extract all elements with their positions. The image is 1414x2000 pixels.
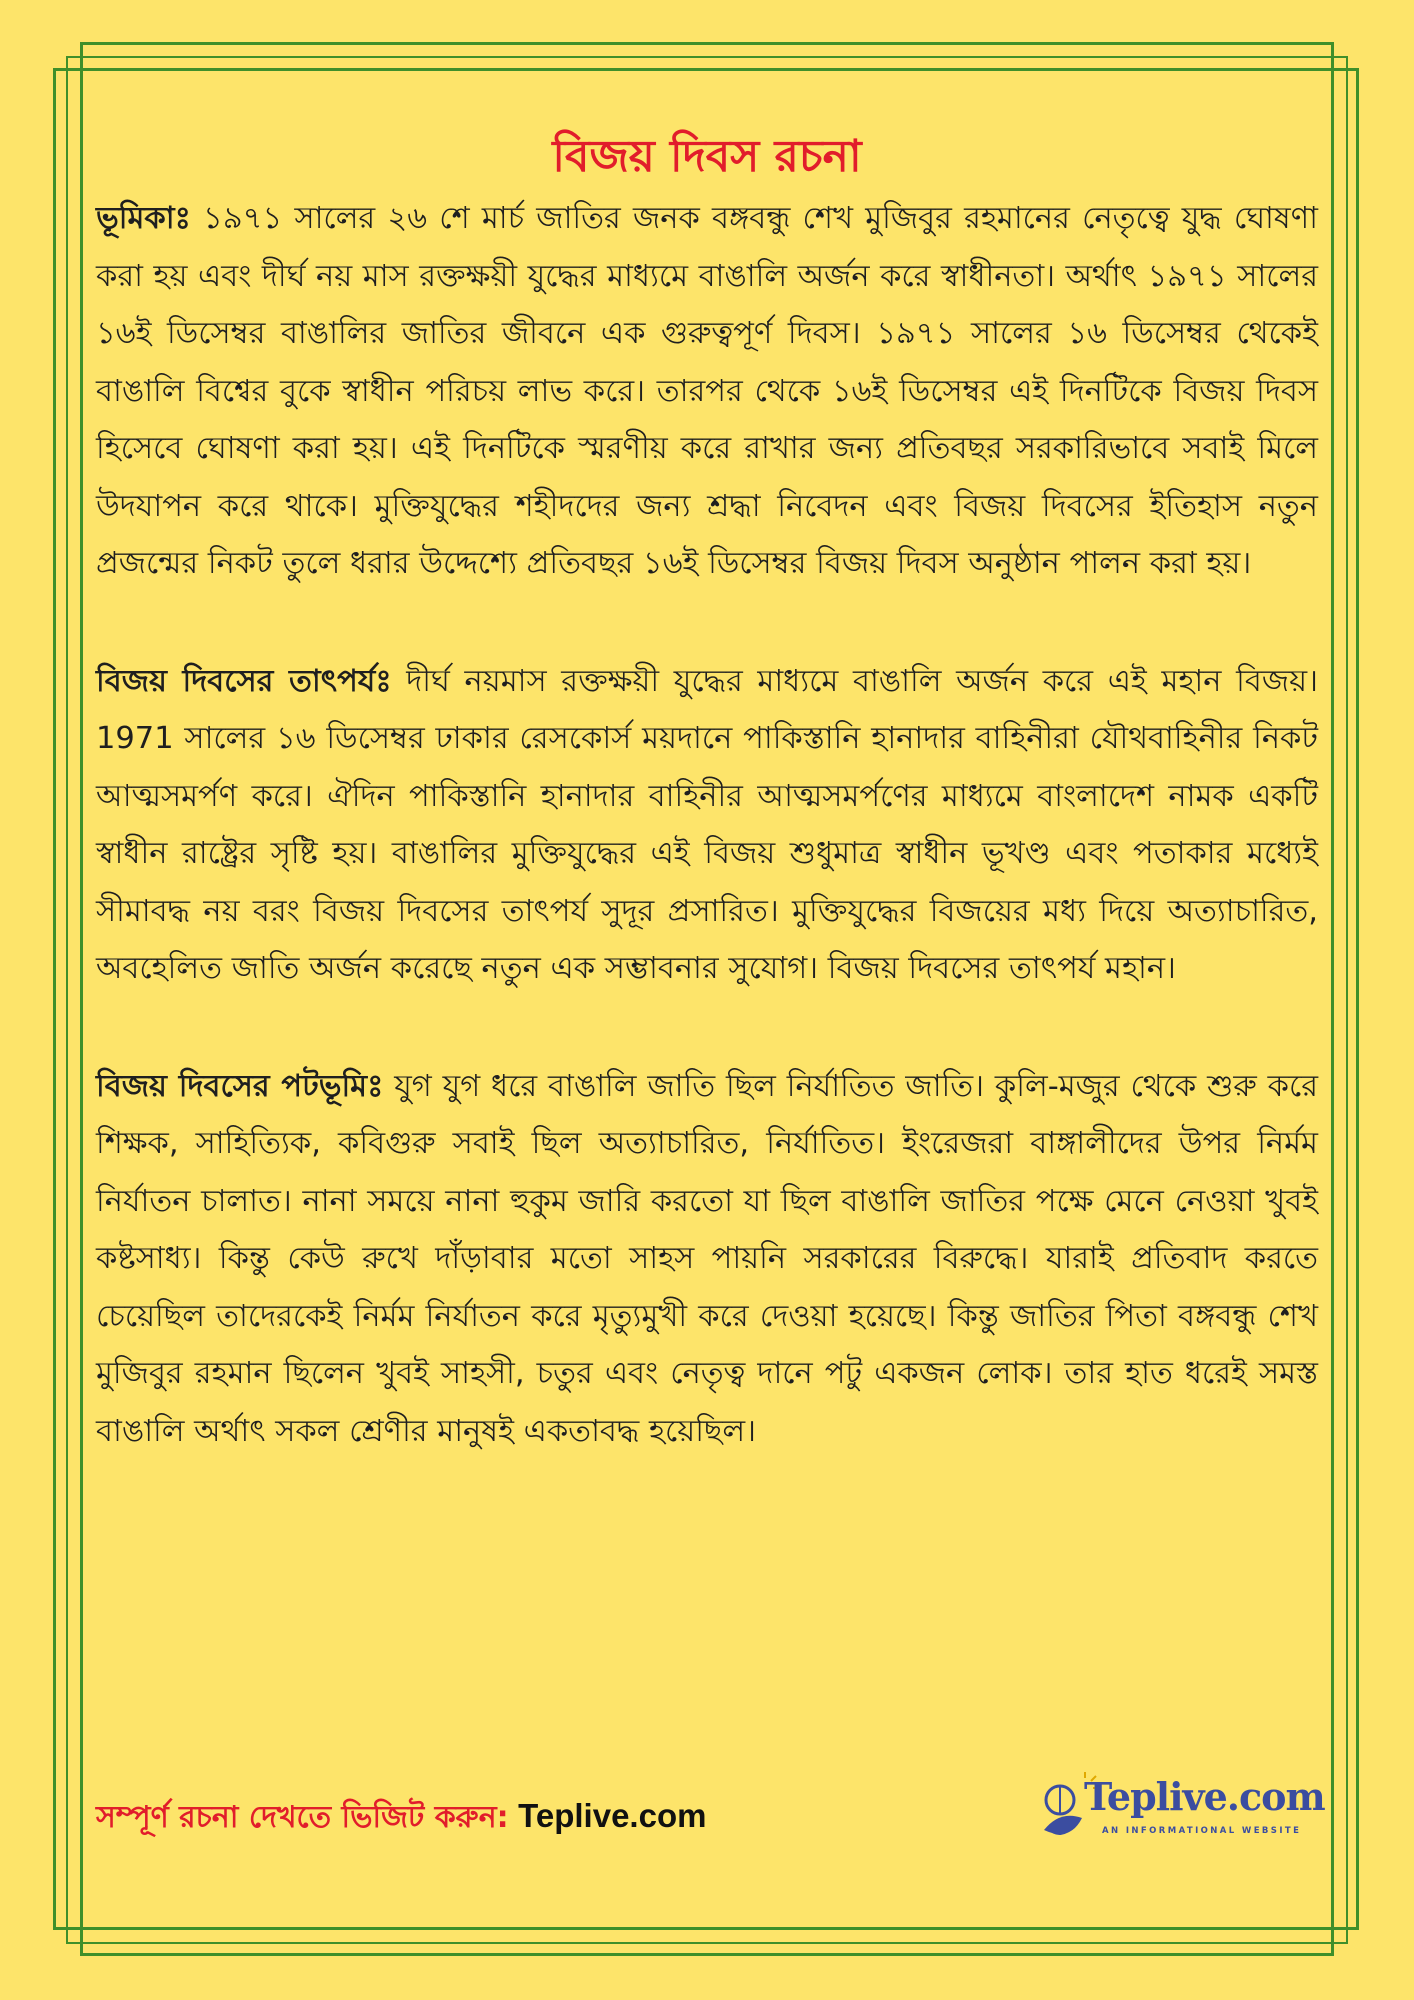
section-body: যুগ যুগ ধরে বাঙালি জাতি ছিল নির্যাতিত জাতি। কুলি-মজুর থেকে শুরু করে শিক্ষক, সাহিত্যিক, কবিগুরু সবাই ছিল অত্যাচারিত, নির্যাতিত। ইংরেজরা বাঙ্গালীদের উপর নির্মম নির্যাতন চালাত। নানা সময়ে নানা হুকুম জারি করতো যা ছিল বাঙালি জাতির পক্ষে মেনে নেওয়া খুবই কষ্টসাধ্য। কিন্তু কেউ রুখে দাঁড়াবার মতো সাহস পায়নি সরকারের বিরুদ্ধে। যারাই প্রতিবাদ করতে চেয়েছিল তাদেরকেই নির্মম নির্যাতন করে মৃত্যুমুখী করে দেওয়া হয়েছে। কিন্তু জাতির পিতা বঙ্গবন্ধু শেখ মুজিবুর রহমান ছিলেন খুবই সাহসী, চতুর এবং নেতৃত্ব দানে পটু একজন লোক। তার হাত ধরেই সমস্ত বাঙালি অর্থাৎ সকল শ্রেণীর মানুষই একতাবদ্ধ হয়েছিল।: [96, 1068, 1318, 1449]
section-background: [96, 1058, 1318, 1461]
section-introduction: [96, 190, 1318, 593]
section-body: দীর্ঘ নয়মাস রক্তক্ষয়ী যুদ্ধের মাধ্যমে বাঙালি অর্জন করে এই মহান বিজয়। 1971 সালের ১৬ ডিসেম্বর ঢাকার রেসকোর্স ময়দানে পাকিস্তানি হানাদার বাহিনীরা যৌথবাহিনীর নিকট আত্মসমর্পণ করে। ঐদিন পাকিস্তানি হানাদার বাহিনীর আত্মসমর্পণের মাধ্যমে বাংলাদেশ নামক একটি স্বাধীন রাষ্ট্রের সৃষ্টি হয়। বাঙালির মুক্তিযুদ্ধের এই বিজয় শুধুমাত্র স্বাধীন ভূখণ্ড এবং পতাকার মধ্যেই সীমাবদ্ধ নয় বরং বিজয় দিবসের তাৎপর্য সুদূর প্রসারিত। মুক্তিযুদ্ধের বিজয়ের মধ্য দিয়ে অত্যাচারিত, অবহেলিত জাতি অর্জন করেছে নতুন এক সম্ভাবনার সুযোগ। বিজয় দিবসের তাৎপর্য মহান।: [96, 663, 1318, 986]
essay-document: [96, 128, 1318, 1460]
section-heading: বিজয় দিবসের তাৎপর্যঃ: [96, 663, 392, 699]
footer: [96, 1774, 1325, 1846]
logo-tagline: AN INFORMATIONAL WEBSITE: [1102, 1826, 1302, 1836]
footer-label: সম্পূর্ণ রচনা দেখতে ভিজিট করুন:: [96, 1800, 509, 1835]
page-title: বিজয় দিবস রচনা: [552, 131, 862, 182]
logo-wordmark: Teplive.com: [1084, 1774, 1325, 1819]
section-body: ১৯৭১ সালের ২৬ শে মার্চ জাতির জনক বঙ্গবন্ধু শেখ মুজিবুর রহমানের নেতৃত্বে যুদ্ধ ঘোষণা করা হয় এবং দীর্ঘ নয় মাস রক্তক্ষয়ী যুদ্ধের মাধ্যমে বাঙালি অর্জন করে স্বাধীনতা। অর্থাৎ ১৯৭১ সালের ১৬ই ডিসেম্বর বাঙালির জাতির জীবনে এক গুরুত্বপূর্ণ দিবস। ১৯৭১ সালের ১৬ ডিসেম্বর থেকেই বাঙালি বিশ্বের বুকে স্বাধীন পরিচয় লাভ করে। তারপর থেকে ১৬ই ডিসেম্বর এই দিনটিকে বিজয় দিবস হিসেবে ঘোষণা করা হয়। এই দিনটিকে স্মরণীয় করে রাখার জন্য প্রতিবছর সরকারিভাবে সবাই মিলে উদযাপন করে থাকে। মুক্তিযুদ্ধের শহীদদের জন্য শ্রদ্ধা নিবেদন এবং বিজয় দিবসের ইতিহাস নতুন প্রজন্মের নিকট তুলে ধরার উদ্দেশ্যে প্রতিবছর ১৬ই ডিসেম্বর বিজয় দিবস অনুষ্ঠান পালন করা হয়।: [96, 201, 1318, 581]
teplive-logo: [1030, 1770, 1325, 1852]
section-heading: বিজয় দিবসের পটভূমিঃ: [96, 1068, 384, 1104]
section-significance: [96, 653, 1318, 998]
footer-site-link[interactable]: Teplive.com: [518, 1797, 707, 1834]
section-heading: ভূমিকাঃ: [96, 201, 191, 236]
footer-text: [96, 1796, 706, 1838]
